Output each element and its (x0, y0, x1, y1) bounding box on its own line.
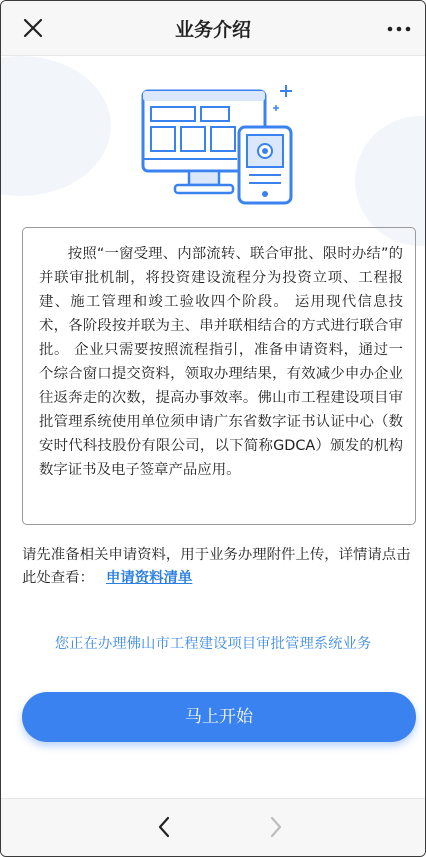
start-button[interactable]: 马上开始 (22, 692, 416, 742)
intro-box (22, 227, 416, 525)
business-notice: 您正在办理佛山市工程建设项目审批管理系统业务 (54, 636, 372, 652)
page-title: 业务介绍 (174, 19, 251, 41)
intro-paragraph: 按照“一窗受理、内部流转、联合审批、限时办结”的并联审批机制，将投资建设流程分为投资立项、工程报建、施工管理和竣工验收四个阶段。 运用现代信息技术，各阶段按并联为主、串并联相结合的方式进行联合审批。 企业只需要按照流程指引，准备申请资料，通过一个综合窗口提交资料，领取办理结果，有效减少申办企业往返奔走的次数，提高办事效率。佛山市工程建设项目审批管理系统使用单位须申请广东省数字证书认证中心（数安时代科技股份有限公司，以下简称GDCA）颁发的机构数字证书及电子签章产品应用。 (39, 246, 403, 478)
materials-note (22, 544, 414, 590)
back-button[interactable] (151, 813, 179, 841)
header-bar (1, 1, 425, 56)
materials-note-text: 请先准备相关申请资料，用于业务办理附件上传，详情请点击此处查看： (22, 547, 411, 586)
background-decoration (0, 56, 111, 196)
more-button[interactable] (385, 15, 413, 43)
more-icon (385, 15, 413, 43)
bottom-nav-bar (1, 798, 425, 856)
chevron-left-icon (151, 813, 179, 841)
materials-list-link[interactable]: 申请资料清单 (105, 570, 193, 586)
computer-tablet-illustration (131, 79, 301, 209)
forward-button[interactable] (261, 813, 289, 841)
chevron-right-icon (261, 813, 289, 841)
